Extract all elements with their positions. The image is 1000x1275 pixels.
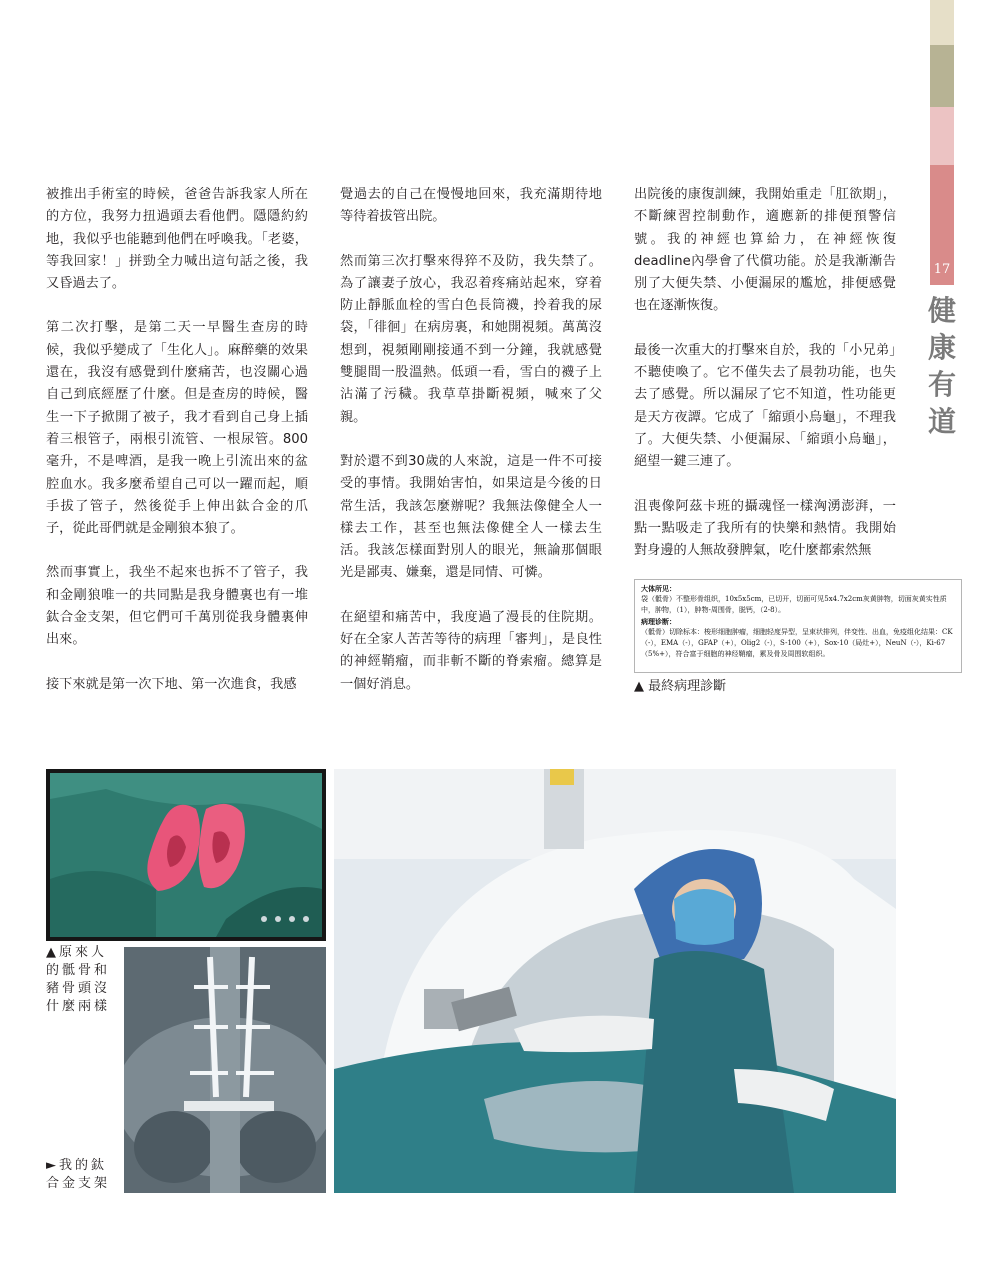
paragraph: 第二次打擊，是第二天一早醫生查房的時候，我似乎變成了「生化人」。麻醉藥的效果還在，我沒有感覺到什麼痛苦，也沒關心過自己到底經歷了什麼。但是查房的時候，醫生一下子掀開了被子，我才看到自己身上插着三根管子，兩根引流管、一根尿管。800毫升，不是啤酒，是我一晚上引流出來的盆腔血水。我多麼希望自己可以一躍而起，順手拔了管子，然後從手上伸出鈦合金的爪子，從此哥們就是金剛狼本狼了。 (46, 320, 308, 537)
surgery-photo (334, 769, 896, 1193)
report-diagnosis-text: （骶骨）切除标本：梭形细胞肿瘤，细胞轻度异型，呈束状排列，伴变性、出血，免疫组化结果：CK（-），EMA（-），GFAP（+），Olig2（-），S-100（+），Sox-10（局灶+），NeuN（-），Ki-67（5%+），符合富于细胞的神经鞘瘤，累及骨及周围软组织。 (641, 628, 953, 658)
paragraph: 出院後的康復訓練，我開始重走「肛欲期」，不斷練習控制動作，適應新的排便預警信號。我的神經也算給力，在神經恢復deadline內學會了代償功能。於是我漸漸告別了大便失禁、小便漏尿的尷尬，排便感覺也在逐漸恢復。 (634, 187, 896, 314)
article-column-3 (634, 184, 896, 584)
section-title-char: 有 (927, 368, 956, 401)
section-title (927, 292, 957, 440)
paragraph: 沮喪像阿茲卡班的攝魂怪一樣洶湧澎湃，一點一點吸走了我所有的快樂和熱情。我開始對身邊的人無故發脾氣，吃什麼都索然無 (634, 498, 896, 559)
xray-photo-caption: ►我的鈦合金支架 (46, 1158, 111, 1191)
paragraph: 然而事實上，我坐不起來也拆不了管子，我和金剛狼唯一的共同點是我身體裏也有一堆鈦合金支架，但它們可千萬別從我身體裏伸出來。 (46, 565, 308, 648)
pathology-report-image (634, 579, 962, 673)
paragraph: 最後一次重大的打擊來自於，我的「小兄弟」不聽使喚了。它不僅失去了晨勃功能，也失去了感覺。所以漏尿了它不知道，性功能更是天方夜譚。它成了「縮頭小烏龜」，不理我了。大便失禁、小便漏尿、「縮頭小烏龜」，絕望一鍵三連了。 (634, 342, 896, 470)
paragraph: 在絕望和痛苦中，我度過了漫長的住院期。好在全家人苦苦等待的病理「審判」，是良性的神經鞘瘤，而非斬不斷的脊索瘤。總算是一個好消息。 (340, 609, 602, 692)
report-gross-heading: 大体所见： (641, 584, 676, 593)
paragraph: 對於還不到30歲的人來說，這是一件不可接受的事情。我開始害怕，如果這是今後的日常生活，我該怎麼辦呢？我無法像健全人一樣去工作，甚至也無法像健全人一樣去生活。我該怎樣面對別人的眼光，無論那個眼光是鄙夷、嫌棄，還是同情、可憐。 (340, 453, 602, 581)
paragraph: 覺過去的自己在慢慢地回來，我充滿期待地等待着拔管出院。 (340, 187, 602, 225)
paragraph: 然而第三次打擊來得猝不及防，我失禁了。為了讓妻子放心，我忍着疼痛站起來，穿着防止靜脈血栓的雪白色長筒襪，拎着我的尿袋，「徘徊」在病房裏，和她開視頻。萬萬沒想到，視頻剛剛接通不到一分鐘，我就感覺雙腿間一股溫熱。低頭一看，雪白的襪子上沾滿了污穢。我草草掛斷視頻，喊來了父親。 (340, 253, 602, 425)
section-title-char: 健 (927, 294, 956, 327)
article-column-2 (340, 184, 602, 718)
report-caption: ▲ 最終病理診斷 (634, 679, 727, 694)
tab-color-block (930, 0, 954, 45)
page-number: 17 (933, 262, 951, 277)
tab-color-block (930, 45, 954, 107)
paragraph: 接下來就是第一次下地、第一次進食，我感 (46, 676, 297, 692)
xray-photo (124, 947, 326, 1193)
report-gross-text: 袋（骶骨）不整形骨组织，10x5x5cm，已切开，切面可见5x4.7x2cm灰黄肿物，切面灰黄实性质中，肿物，（1），肿物-周围骨，脱钙，（2-8）。 (641, 595, 947, 614)
bone-photo-caption: ▲原來人的骶骨和豬骨頭沒什麼兩樣 (46, 945, 111, 1014)
sacrum-bone-photo (46, 769, 326, 941)
section-title-char: 康 (927, 331, 956, 364)
report-diagnosis-heading: 病理诊断： (641, 617, 676, 626)
section-title-char: 道 (927, 405, 956, 438)
paragraph: 被推出手術室的時候，爸爸告訴我家人所在的方位，我努力扭過頭去看他們。隱隱約約地，我似乎也能聽到他們在呼喚我。「老婆，等我回家！」拼勁全力喊出這句話之後，我又昏過去了。 (46, 187, 308, 292)
article-column-1 (46, 184, 308, 718)
tab-color-block (930, 107, 954, 165)
